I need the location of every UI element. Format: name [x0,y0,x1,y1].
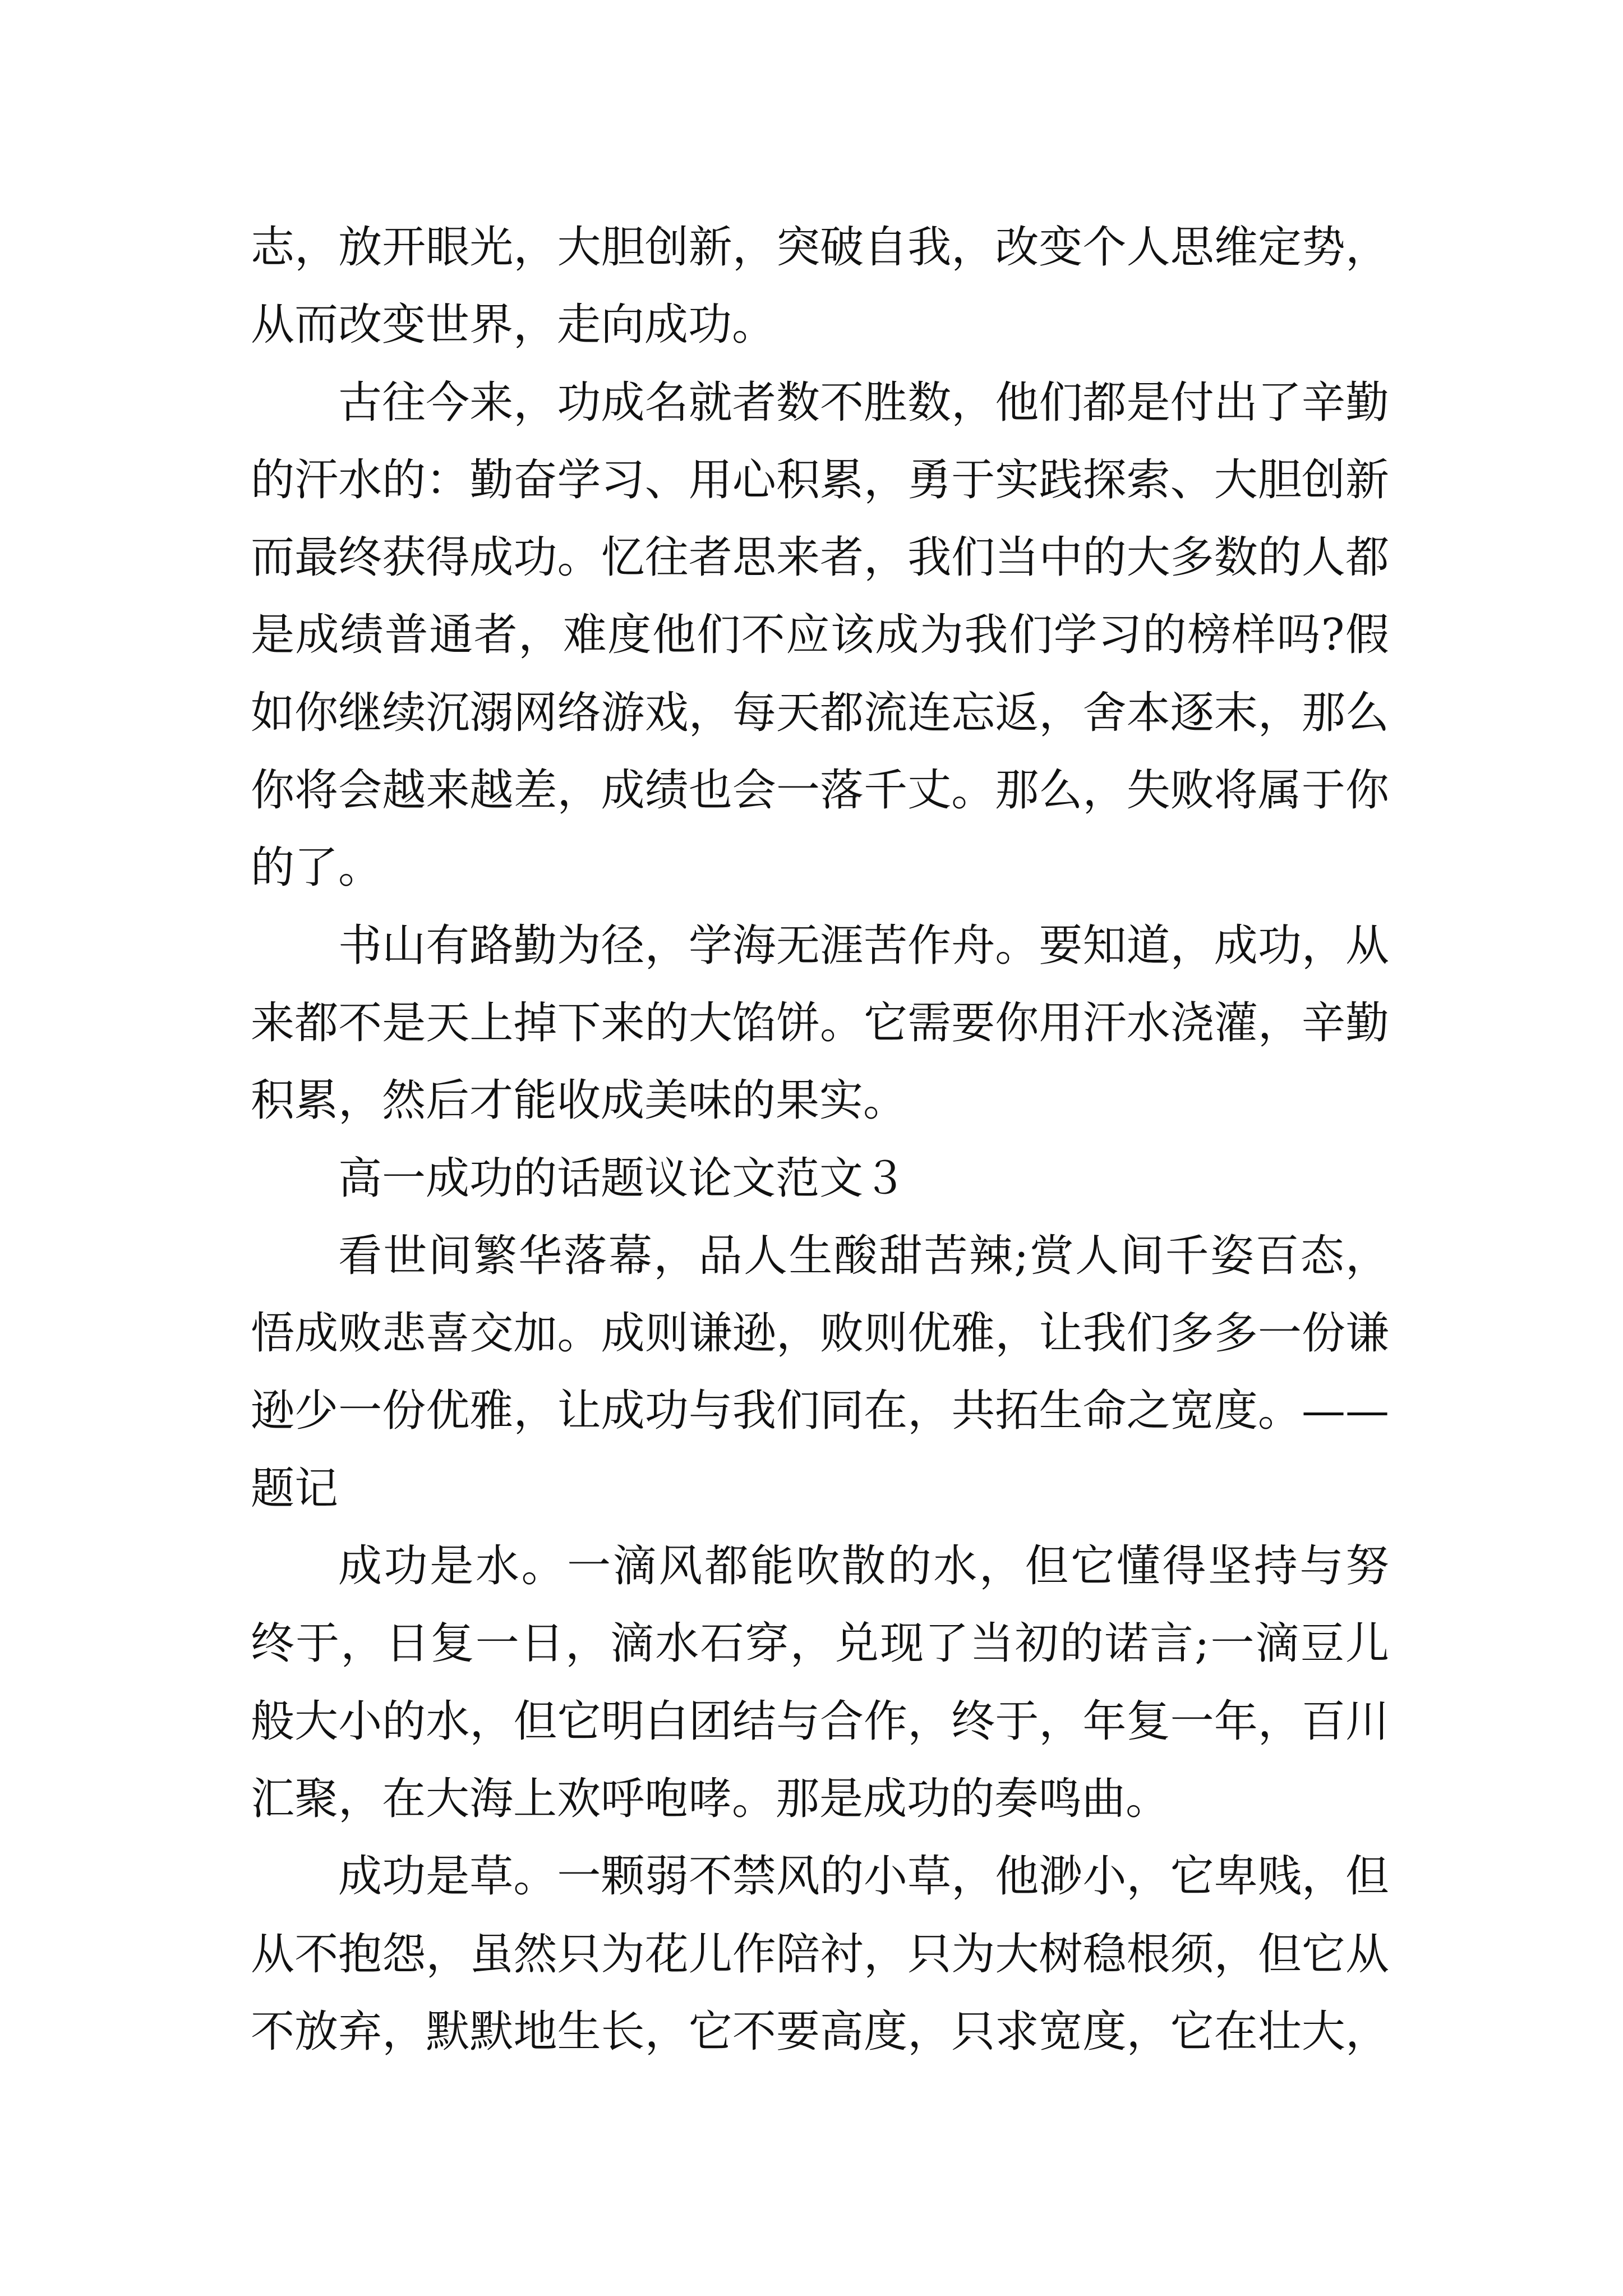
text-line: 汇聚，在大海上欢呼咆哮。那是成功的奏鸣曲。 [251,1773,1170,1824]
paragraph-start-line: 看世间繁华落幕，品人生酸甜苦辣;赏人间千姿百态， [338,1230,1389,1281]
text-line: 而最终获得成功。忆往者思来者，我们当中的大多数的人都 [251,532,1389,583]
paragraph-start-line: 成功是水。一滴风都能吹散的水，但它懂得坚持与努 [338,1541,1389,1592]
text-line: 你将会越来越差，成绩也会一落千丈。那么，失败将属于你 [251,765,1389,816]
text-line: 来都不是天上掉下来的大馅饼。它需要你用汗水浇灌，辛勤 [251,997,1389,1048]
paragraph-start-line: 书山有路勤为径，学海无涯苦作舟。要知道，成功，从 [338,920,1389,971]
text-line: 逊少一份优雅，让成功与我们同在，共拓生命之宽度。—— [251,1386,1389,1437]
text-line: 如你继续沉溺网络游戏，每天都流连忘返，舍本逐末，那么 [251,687,1389,738]
section-heading: 高一成功的话题议论文范文３ [338,1153,907,1204]
text-line: 是成绩普通者，难度他们不应该成为我们学习的榜样吗?假 [251,610,1389,661]
text-line: 的汗水的：勤奋学习、用心积累，勇于实践探索、大胆创新 [251,454,1389,505]
text-line: 悟成败悲喜交加。成则谦逊，败则优雅，让我们多多一份谦 [251,1308,1389,1359]
text-line: 志，放开眼光，大胆创新，突破自我，改变个人思维定势， [251,222,1389,273]
text-line: 从而改变世界，走向成功。 [251,300,776,351]
text-line: 积累，然后才能收成美味的果实。 [251,1075,907,1126]
text-line: 般大小的水，但它明白团结与合作，终于，年复一年，百川 [251,1696,1389,1747]
text-line: 题记 [251,1463,339,1514]
text-line: 从不抱怨，虽然只为花儿作陪衬，只为大树稳根须，但它从 [251,1929,1389,1980]
body-text [251,209,1389,2070]
text-line: 终于，日复一日，滴水石穿，兑现了当初的诺言;一滴豆儿 [251,1618,1389,1669]
paragraph-start-line: 古往今来，功成名就者数不胜数，他们都是付出了辛勤 [338,377,1389,428]
paragraph-start-line: 成功是草。一颗弱不禁风的小草，他渺小，它卑贱，但 [338,1851,1389,1902]
text-line: 的了。 [251,843,382,894]
text-line: 不放弃，默默地生长，它不要高度，只求宽度，它在壮大， [251,2006,1389,2057]
